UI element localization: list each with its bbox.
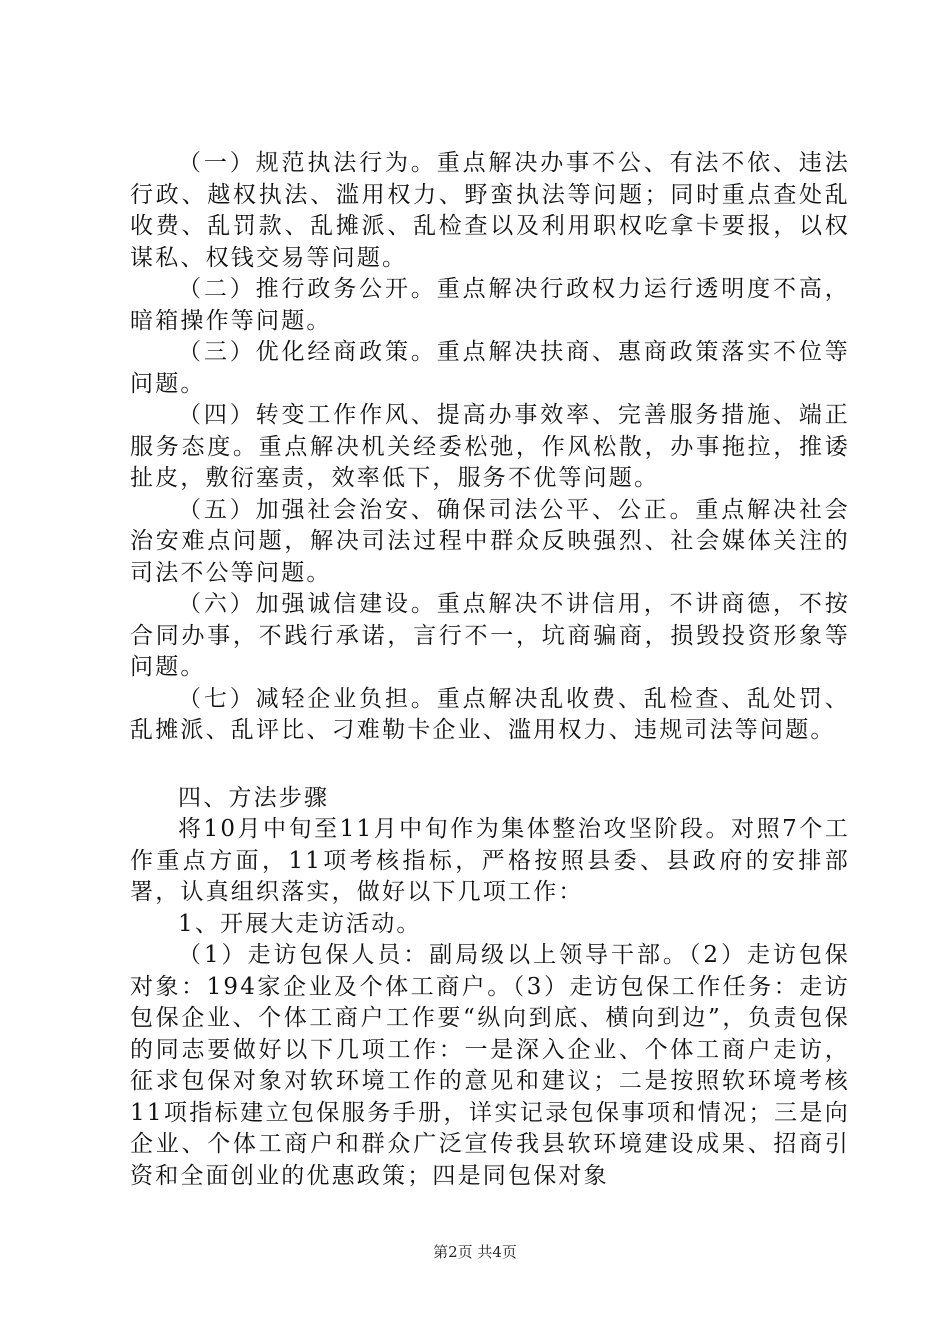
paragraph-9: 1、开展大走访活动。 bbox=[178, 910, 422, 937]
paragraph-1: （一）规范执法行为。重点解决办事不公、有法不依、违法行政、越权执法、滥用权力、野蛮执法等问题；同时重点查处乱收费、乱罚款、乱摊派、乱检查以及利用职权吃拿卡要报，以权谋私、权钱交易等问题。 bbox=[130, 150, 850, 271]
paragraph-5: （五）加强社会治安、确保司法公平、公正。重点解决社会治安难点问题，解决司法过程中群众反映强烈、社会媒体关注的司法不公等问题。 bbox=[130, 496, 850, 586]
paragraph-7: （七）减轻企业负担。重点解决乱收费、乱检查、乱处罚、乱摊派、乱评比、刁难勒卡企业、滥用权力、违规司法等问题。 bbox=[130, 685, 850, 743]
paragraph-2: （二）推行政务公开。重点解决行政权力运行透明度不高，暗箱操作等问题。 bbox=[130, 276, 850, 334]
document-body bbox=[130, 148, 850, 1192]
paragraph-8: 将10月中旬至11月中旬作为集体整治攻坚阶段。对照7个工作重点方面，11项考核指标，严格按照县委、县政府的安排部署，认真组织落实，做好以下几项工作： bbox=[130, 816, 850, 905]
section-title: 四、方法步骤 bbox=[178, 784, 330, 811]
page-number-label: 第2页 共4页 bbox=[433, 1243, 517, 1261]
paragraph-6: （六）加强诚信建设。重点解决不讲信用，不讲商德，不按合同办事，不践行承诺，言行不一，坑商骗商，损毁投资形象等问题。 bbox=[130, 591, 850, 680]
page-footer bbox=[0, 1242, 950, 1262]
paragraph-4: （四）转变工作作风、提高办事效率、完善服务措施、端正服务态度。重点解决机关经委松弛，作风松散，办事拖拉，推诿扯皮，敷衍塞责，效率低下，服务不优等问题。 bbox=[130, 402, 850, 491]
paragraph-10: （1）走访包保人员：副局级以上领导干部。（2）走访包保对象：194家企业及个体工商户。（3）走访包保工作任务：走访包保企业、个体工商户工作要“纵向到底、横向到边”，负责包保的同志要做好以下几项工作：一是深入企业、个体工商户走访，征求包保对象对软环境工作的意见和建议；二是按照软环境考核11项指标建立包保服务手册，详实记录包保事项和情况；三是向企业、个体工商户和群众广泛宣传我县软环境建设成果、招商引资和全面创业的优惠政策；四是同包保对象 bbox=[130, 942, 850, 1189]
paragraph-3: （三）优化经商政策。重点解决扶商、惠商政策落实不位等问题。 bbox=[130, 339, 850, 397]
